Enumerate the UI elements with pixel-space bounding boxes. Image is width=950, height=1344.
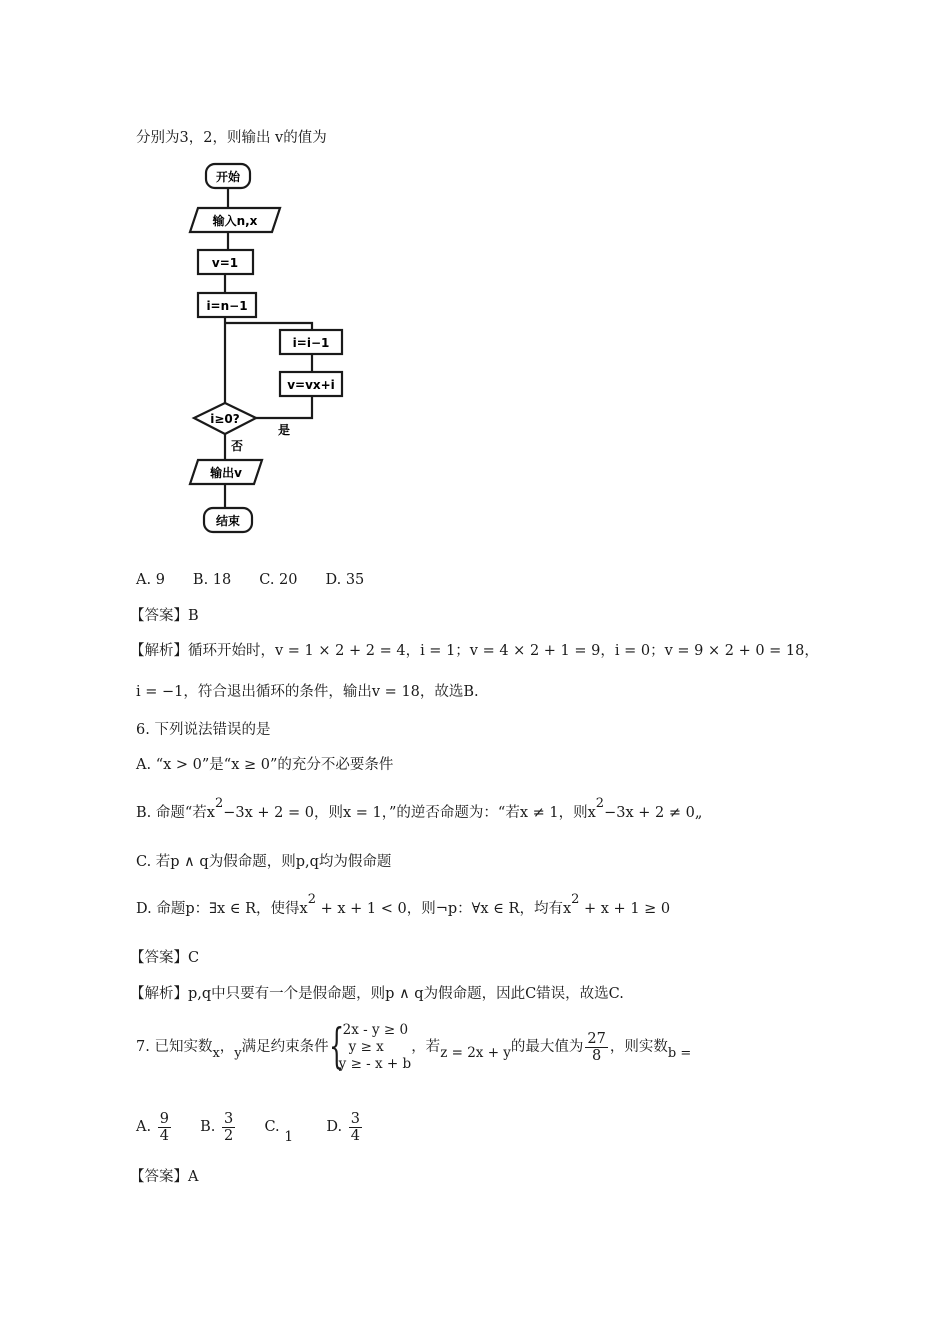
q5-option-b: B. 18 (192, 572, 232, 588)
q5-option-a: A. 9 (136, 572, 165, 588)
q7-option-b-fraction: $\frac{3}{2}$ (224, 1110, 234, 1144)
q6-option-d: D. 命题p：∃x ∈ R，使得x2 + x + 1 < 0，则¬p：∀x ∈ R，均有x2 + x + 1 ≥ 0 (136, 892, 671, 917)
flowchart (180, 160, 380, 540)
flow-end-label: 结束 (215, 514, 241, 528)
q5-analysis-1: 【解析】循环开始时，v = 1 × 2 + 2 = 4，i = 1；v = 4 × 2 + 1 = 9，i = 0；v = 9 × 2 + 0 = 18， (130, 643, 819, 659)
q5-options (136, 570, 392, 590)
q7-options: A. $\frac{9}{4}$ B. $\frac{3}{2}$ C. 1 D. $\frac{3}{4}$ (136, 1110, 360, 1145)
flow-start-label: 开始 (215, 170, 241, 184)
flow-init-i-label: i=n−1 (206, 299, 248, 313)
q7-stem: 7. 已知实数x，y满足约束条件 { 2x - y ≥ 0 y ≥ x y ≥ - x + b ，若z = 2x + y的最大值为 $\frac{27}{8}$ ，则实数b = (136, 1017, 692, 1074)
q7-option-d-fraction: $\frac{3}{4}$ (350, 1110, 360, 1144)
q6-analysis: 【解析】p,q中只要有一个是假命题，则p ∧ q为假命题，因此C错误，故选C. (130, 986, 624, 1002)
q6-stem: 6. 下列说法错误的是 (136, 722, 271, 738)
q7-brace: { (328, 1017, 344, 1074)
flow-init-v-label: v=1 (211, 256, 239, 270)
flow-output-label: 输出v (210, 466, 242, 480)
q5-option-d: D. 35 (325, 572, 365, 588)
q5-analysis-2: i = −1，符合退出循环的条件，输出v = 18，故选B. (136, 684, 479, 700)
q6-option-c: C. 若p ∧ q为假命题，则p,q均为假命题 (136, 854, 392, 870)
q7-answer: 【答案】A (130, 1169, 199, 1185)
flow-input-label: 输入n,x (212, 214, 258, 228)
q5-option-c: C. 20 (259, 572, 298, 588)
q6-option-a: A. “x > 0”是“x ≥ 0”的充分不必要条件 (136, 757, 394, 773)
intro-line: 分别为3，2，则输出 v的值为 (136, 130, 327, 146)
flow-dec-i-label: i=i−1 (292, 336, 330, 350)
flow-no-label: 否 (231, 439, 244, 453)
flow-yes-label: 是 (278, 423, 291, 437)
q6-answer: 【答案】C (130, 950, 200, 966)
q7-max-fraction: $\frac{27}{8}$ (587, 1030, 606, 1064)
q7-option-a-fraction: $\frac{9}{4}$ (159, 1110, 169, 1144)
q5-answer: 【答案】B (130, 608, 199, 624)
flow-update-v-label: v=vx+i (287, 378, 335, 392)
q6-option-b: B. 命题“若x2−3x + 2 = 0，则x = 1，”的逆否命题为：“若x ≠ 1，则x2−3x + 2 ≠ 0„ (136, 796, 703, 821)
flow-condition-label: i≥0? (210, 412, 240, 426)
q7-constraint-system: { 2x - y ≥ 0 y ≥ x y ≥ - x + b (328, 1017, 412, 1074)
